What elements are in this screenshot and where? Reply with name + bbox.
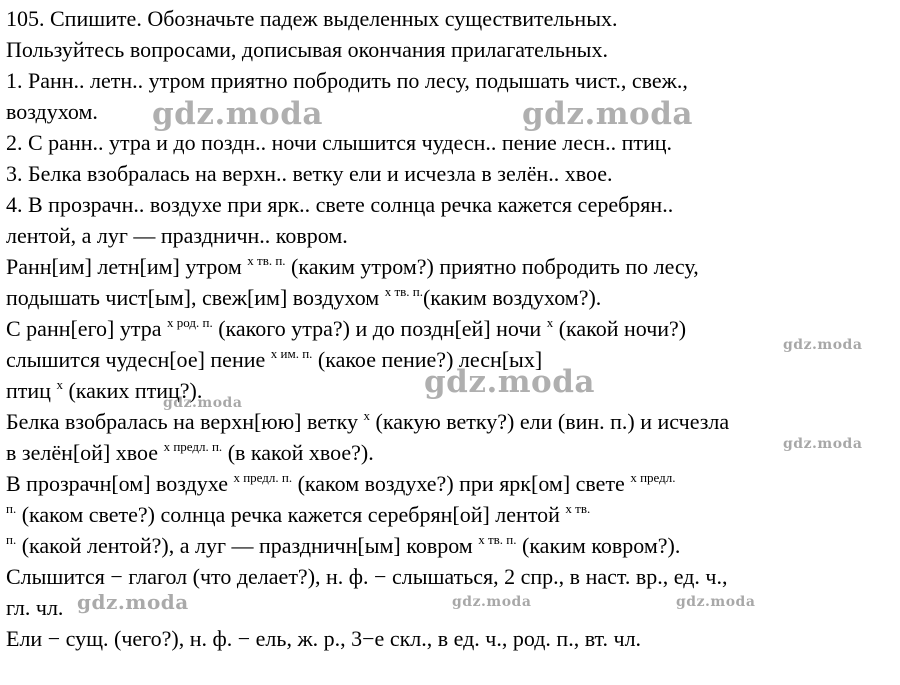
morph-analysis-line: Слышится − глагол (что делает?), н. ф. − слышаться, 2 спр., в наст. вр., ед. ч., (6, 564, 728, 589)
case-mark: х тв. п. (384, 284, 423, 299)
case-mark: х тв. п. (247, 253, 286, 268)
case-mark: п. (6, 532, 17, 547)
answer-line (6, 502, 590, 531)
answer-text: (каком свете?) солнца речка кажется серебрян[ой] лентой (16, 502, 566, 527)
case-mark: х (56, 377, 63, 392)
answer-text: (каким воздухом?). (422, 285, 602, 310)
answer-text: (какой ночи?) (553, 316, 687, 341)
case-mark: х предл. (630, 470, 676, 485)
answer-text: (каким ковром?). (516, 533, 681, 558)
answer-text: (каком воздухе?) при ярк[ом] свете (292, 471, 631, 496)
watermark: gdz.moda (152, 96, 323, 132)
case-mark: х тв. п. (478, 532, 517, 547)
answer-line (6, 440, 374, 469)
answer-text: (в какой хвое?). (222, 440, 374, 465)
watermark: gdz.moda (163, 395, 243, 411)
watermark: gdz.moda (783, 337, 863, 353)
exercise-line: лентой, а луг — праздничн.. ковром. (6, 223, 348, 248)
exercise-instruction: Пользуйтесь вопросами, дописывая окончания прилагательных. (6, 37, 608, 62)
answer-text: (каких птиц?). (62, 378, 203, 403)
answer-line (6, 285, 601, 314)
exercise-line: 1. Ранн.. летн.. утром приятно побродить по лесу, подышать чист., свеж., (6, 68, 688, 93)
case-mark: х им. п. (270, 346, 313, 361)
answer-text: (какого утра?) и до поздн[ей] ночи (212, 316, 547, 341)
answer-text: (каким утром?) приятно побродить по лесу, (285, 254, 699, 279)
case-mark: х (546, 315, 554, 330)
answer-text: слышится чудесн[ое] пение (6, 347, 271, 372)
case-mark: х род. п. (167, 315, 213, 330)
case-mark: х (363, 408, 371, 423)
case-mark: х предл. п. (163, 439, 223, 454)
answer-text: Белка взобралась на верхн[юю] ветку (6, 409, 364, 434)
case-mark: х тв. (565, 501, 591, 516)
answer-text: в зелён[ой] хвое (6, 440, 164, 465)
answer-line (6, 471, 676, 500)
morph-analysis-line: Ели − сущ. (чего?), н. ф. − ель, ж. р., 3−е скл., в ед. ч., род. п., вт. чл. (6, 626, 642, 651)
answer-text: В прозрачн[ом] воздухе (6, 471, 234, 496)
case-mark: п. (6, 501, 17, 516)
exercise-line: 3. Белка взобралась на верхн.. ветку ели и исчезла в зелён.. хвое. (6, 161, 613, 186)
answer-text: (какую ветку?) ели (вин. п.) и исчезла (370, 409, 730, 434)
watermark: gdz.moda (783, 436, 863, 452)
answer-text: Ранн[им] летн[им] утром (6, 254, 248, 279)
answer-line (6, 409, 729, 438)
watermark: gdz.moda (77, 590, 189, 614)
watermark: gdz.moda (452, 594, 532, 610)
answer-text: (какой лентой?), а луг — праздничн[ым] ковром (16, 533, 479, 558)
exercise-line: воздухом. (6, 99, 98, 124)
answer-text: подышать чист[ым], свеж[им] воздухом (6, 285, 385, 310)
watermark: gdz.moda (424, 364, 595, 400)
exercise-line: 2. С ранн.. утра и до поздн.. ночи слышится чудесн.. пение лесн.. птиц. (6, 130, 673, 155)
answer-line (6, 254, 699, 283)
watermark: gdz.moda (676, 594, 756, 610)
answer-text: (какое пение?) лесн[ых] (312, 347, 543, 372)
answer-line (6, 316, 686, 345)
exercise-title: 105. Спишите. Обозначьте падеж выделенных существительных. (6, 6, 618, 31)
case-mark: х предл. п. (233, 470, 293, 485)
exercise-line: 4. В прозрачн.. воздухе при ярк.. свете солнца речка кажется серебрян.. (6, 192, 674, 217)
answer-line (6, 533, 680, 562)
answer-text: С ранн[его] утра (6, 316, 168, 341)
morph-analysis-line: гл. чл. (6, 595, 64, 620)
answer-text: птиц (6, 378, 57, 403)
watermark: gdz.moda (522, 96, 693, 132)
